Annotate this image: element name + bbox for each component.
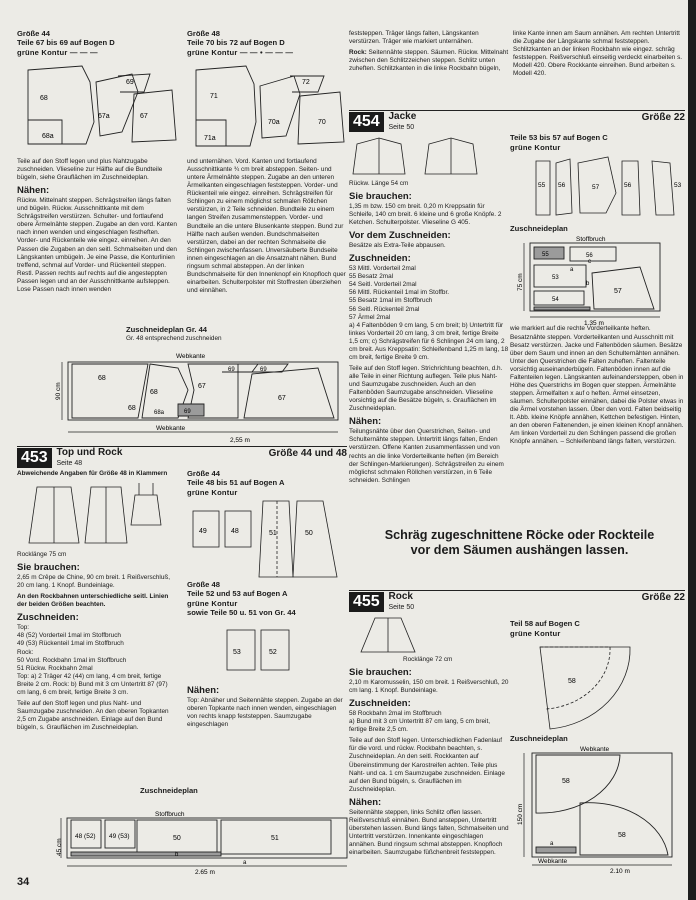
strip-label: a bbox=[550, 841, 554, 848]
zuschneiden-line: 53 Mittl. Vorderteil 2mal bbox=[349, 265, 416, 273]
piece-label: 54 bbox=[552, 297, 559, 304]
dim-width: 2,10 m bbox=[610, 868, 630, 874]
piece-label: 68 bbox=[128, 405, 136, 412]
dim-width: 1,35 m bbox=[584, 320, 604, 326]
naehen-text: Seitennähte steppen, links Schlitz offen lassen. Reißverschluß einnähen. Bund ansteppen, Untertritt überstehen lassen. Bund längs falten, Schmalseiten und Untertritt verstürzen. Innenkante eingeschlagen annähen. Bund ringsum schmal absteppen. Knopfloch einarbeiten. Saumzugabe füßchenbreit feststeppen. bbox=[349, 808, 509, 857]
intro-text: Teile auf den Stoff legen. Strichrichtung beachten, d.h. alle Teile in einer Richtung auflegen. Teile plus Naht- und Saumzugabe zuschneiden. Auch an den Faltenböden Saumzugabe anschneiden. Vlieseline vorsichtig auf die Besätze bügeln, s. Grauflächen im Zuschneideplan. bbox=[349, 364, 503, 413]
top-left-instructions bbox=[17, 158, 177, 297]
zsp-title: Zuschneideplan bbox=[510, 733, 568, 743]
naehen-heading: Nähen: bbox=[187, 684, 220, 696]
selvage-label: Webkante bbox=[538, 858, 568, 866]
model-453-header bbox=[17, 446, 347, 469]
piece-label: 69 bbox=[228, 367, 235, 373]
zsp-title: Zuschneideplan Gr. 44 bbox=[126, 325, 208, 334]
zuschneiden-line: 56 Mittl. Rückenteil 1mal im Stoffbr. bbox=[349, 289, 450, 297]
model-number: 455 bbox=[349, 592, 384, 612]
length: Rocklänge 75 cm bbox=[17, 551, 67, 559]
skirt-sketch bbox=[349, 614, 499, 656]
note: Abweichende Angaben für Größe 48 in Klammern bbox=[17, 470, 168, 477]
dim-width: 2,65 m bbox=[195, 869, 215, 874]
piece-label: 68a bbox=[154, 410, 165, 416]
zuschneiden-line: 49 (53) Rückenteil 1mal im Stoffbruch bbox=[17, 640, 124, 648]
kontur-label: grüne Kontur bbox=[510, 628, 561, 638]
piece-label: 71 bbox=[210, 93, 218, 100]
zuschneiden-line: a) 4 Faltenböden 9 cm lang, 5 cm breit; b) Untertritt für linkes Vorderteil 20 cm lang, 3 cm breit, fertige Breite 1,5 cm; c) Schrägstreifen für 6 Schlingen 24 cm lang, 2 cm breit. Aus Kreppsatin: Schleifenband 1,25 m lang, 18 cm breit, fertige Breite 9 cm. bbox=[349, 321, 509, 361]
piece-label: 69 bbox=[184, 409, 191, 415]
rock-cont-text: linke Kante innen am Saum annähen. Am rechten Untertritt die Zugabe der Längskante schmal feststeppen. Schlitzkanten an der linken Rockbahn wie eingez. schräg feststeppen. Reißverschluß einseitig verdeckt einarbeiten s. Modell 420. Obere Rockkante einreihen. Bund arbeiten s. Modell 420. bbox=[513, 30, 683, 78]
model-sizes: Größe 44 und 48 bbox=[268, 448, 347, 459]
top-left-instructions-cont bbox=[187, 158, 347, 298]
pattern-pieces-48-diagram bbox=[190, 62, 350, 152]
pattern-piece-455 bbox=[510, 639, 686, 735]
size-label: Größe 44 bbox=[17, 29, 50, 38]
kontur-label: grüne Kontur — — — bbox=[17, 47, 98, 57]
banner-line: vor dem Säumen aushängen lassen. bbox=[410, 543, 629, 558]
dim-height: 75 cm bbox=[517, 273, 524, 292]
zuschneiden-line: Rock: bbox=[17, 648, 34, 656]
piece-label: 53 bbox=[233, 648, 241, 656]
piece-label: 53 bbox=[552, 275, 559, 282]
zsp453-heading bbox=[140, 787, 260, 796]
piece-label: 56 bbox=[558, 181, 566, 189]
model-size: Größe 22 bbox=[641, 592, 685, 603]
intro-text: Teile auf den Stoff legen. Unterschiedlichen Fadenlauf für die vord. und rückw. Rockbahn beachten, s. Zuschneideplan. An den seitl. Rockkanten auf Übereinstimmung der Karostreifen achten. Teile plus Naht- und ca. 1 cm Saumzugabe zuschneiden. Einlage auf den Bund bügeln, s. Grauflächen im Zuschneideplan. bbox=[349, 737, 505, 793]
model-454-right bbox=[510, 134, 686, 449]
piece-label: 68 bbox=[98, 375, 106, 382]
piece-label: 56 bbox=[624, 181, 632, 189]
piece-label: 69 bbox=[260, 367, 267, 373]
jacket-sketch bbox=[349, 134, 499, 180]
kontur-label: grüne Kontur — — • — — — bbox=[187, 47, 294, 57]
page-edge bbox=[688, 0, 696, 900]
piece-label: 57 bbox=[614, 288, 622, 296]
rock-text: Rock: Seitennähte steppen. Säumen. Rückw. Mittelnaht zwischen den Schlitzzeichen steppen. Schlitz unten zuheften. Schlitzkanten in die linke Rockbahn bügeln, bbox=[349, 49, 509, 73]
zuschneiden-line: 51 Rückw. Rockbahn 2mal bbox=[17, 664, 93, 672]
piece-label: 69 bbox=[126, 79, 134, 86]
model-number: 453 bbox=[17, 448, 52, 468]
page-number: 34 bbox=[17, 876, 30, 888]
size-label: Größe 44 bbox=[187, 469, 220, 478]
strip-label: a bbox=[243, 860, 247, 866]
parts-label: Teile 53 bis 57 auf Bogen C bbox=[510, 133, 608, 142]
strip-label: a bbox=[570, 267, 574, 274]
piece-label: 68 bbox=[150, 389, 158, 396]
dim-width: 2,55 m bbox=[230, 437, 250, 444]
cutting-plan-453 bbox=[55, 808, 355, 874]
piece-label: 51 bbox=[269, 530, 277, 538]
strip-label: b bbox=[586, 281, 590, 288]
piece-label: 53 bbox=[674, 181, 682, 189]
piece-label: 58 bbox=[618, 832, 626, 840]
model-454-header bbox=[349, 110, 685, 133]
size-label: Größe 48 bbox=[187, 29, 220, 38]
right-top-text bbox=[513, 30, 685, 81]
piece-label: 50 bbox=[305, 530, 313, 538]
model-title: Rock Seite 50 bbox=[388, 591, 415, 611]
middle-top-text bbox=[349, 30, 509, 76]
strip-label: c bbox=[588, 259, 591, 266]
piece-label: 55 bbox=[542, 252, 549, 259]
piece-label: 57 bbox=[592, 183, 600, 191]
piece-label: 49 (53) bbox=[109, 833, 130, 840]
piece-label: 50 bbox=[173, 835, 181, 842]
brauchen-text: 1,35 m bzw. 150 cm breit. 0,20 m Kreppsatin für Schleife, 140 cm breit. 6 kleine und 6 große Knöpfe. 2 Ketchen. Schulterpolster. Vlieseline G 405. bbox=[349, 203, 502, 227]
dim-height: 150 cm bbox=[517, 804, 524, 826]
rock-note: An den Rockbahnen unterschiedliche seitl. Linien der beiden Größen beachten. bbox=[17, 593, 169, 609]
brauchen-heading: Sie brauchen: bbox=[17, 562, 80, 574]
zuschneiden-line: 55 Besatz 1mal im Stoffbruch bbox=[349, 297, 433, 305]
vor-text: Besätze als Extra-Teile abpausen. bbox=[349, 242, 446, 250]
zuschneiden-line: 57 Ärmel 2mal bbox=[349, 313, 391, 321]
piece-label: 58 bbox=[568, 677, 576, 685]
parts-label: Teile 48 bis 51 auf Bogen A bbox=[187, 477, 285, 487]
piece-label: 55 bbox=[538, 181, 546, 189]
fold-label: Stoffbruch bbox=[155, 811, 185, 818]
intro-text: Teile auf den Stoff legen und plus Naht- und Saumzugabe zuschneiden. An den oberen Topkanten 2,5 cm Zugabe anschneiden. Einlage auf den Bund bügeln, s. Grauflächen im Zuschneideplan. bbox=[17, 699, 169, 732]
length: Rückw. Länge 54 cm bbox=[349, 180, 409, 187]
intro-text: Teile auf den Stoff legen und plus Nahtzugabe zuschneiden. Vlieseline zur Hälfte auf die Bundteile bügeln, siehe Grauflächen im Zuschneideplan. bbox=[17, 158, 163, 182]
pattern-pieces-454 bbox=[510, 153, 686, 223]
pattern-pieces-44-diagram bbox=[22, 62, 182, 152]
zuschneiden-line: 48 (52) Vorderteil 1mal im Stoffbruch bbox=[17, 632, 121, 640]
cutting-plan-455 bbox=[510, 743, 686, 873]
brauchen-text: 2,10 m Karomusselin, 150 cm breit. 1 Reißverschluß, 20 cm lang. 1 Knopf. Bundeinlage. bbox=[349, 679, 509, 695]
parts-label: Teil 58 auf Bogen C bbox=[510, 619, 580, 628]
vor-heading: Vor dem Zuschneiden: bbox=[349, 230, 451, 242]
selvage-label: Webkante bbox=[580, 746, 610, 754]
kontur-label: grüne Kontur bbox=[187, 599, 238, 609]
piece-label: 49 bbox=[199, 528, 207, 536]
zuschneiden-line: 56 Seitl. Rückenteil 2mal bbox=[349, 305, 420, 313]
naehen-text-cont: und unternähen. Vord. Kanten und fortlaufend Ausschnittkante ¾ cm breit absteppen. Seiten- und untere Ärmelnähte steppen. Zugabe an den unteren Ärmelkanten eingeschlagen feststeppen. Vorder- und Rückenteil wie eingez. einreihen. Schrägstreifen für Schlingen zu einem möglichst schmalen Röllchen verstürzen, in 2 Teile schneiden. Bundteile zu einem langen Streifen zusammensteppen. Vorder- und Bundteile an die untere Blusenkante steppen. Bund zur Hälfte nach außen wenden. Bundschmalseiten verstürzen, dabei an der rechten Schmalseite die Schlingen zwischenfassen. Unversäuberte Bundseite innen eingeschlagen an die Ansatznaht nähen. Bund ringsum schmal absteppen. An der linken Bundschmalseite für den Innenknopf ein Knopfloch quer einarbeiten. Schulterpolster mit Stoffresten überziehen und einnähen. bbox=[187, 158, 346, 294]
fold-label: Stoffbruch bbox=[576, 236, 606, 244]
piece-label: 48 (52) bbox=[75, 833, 96, 840]
piece-label: 58 bbox=[562, 778, 570, 786]
zsp44-heading bbox=[126, 326, 346, 343]
brauchen-text: 2,65 m Crêpe de Chine, 90 cm breit. 1 Reißverschluß, 20 cm lang. 1 Knopf. Bundeinlage. bbox=[17, 574, 171, 590]
naehen-text: Teilungsnähte über den Querstrichen, Seiten- und Schulternähte steppen. Untertritt längs falten, Enden verstürzen. Offene Kanten zusammenfassen und von rechts an die linke Vorderteilkante heften (im Bereich der Schlingen-Markierungen). Schrägstreifen zu einem möglichst schmalen Röllchen verstürzen, in 6 Teile schneiden. Schlingen bbox=[349, 428, 504, 484]
top-and-skirt-sketch bbox=[17, 481, 167, 551]
piece-label: 70a bbox=[268, 119, 280, 126]
zuschneiden-heading: Zuschneiden: bbox=[349, 253, 411, 265]
zuschneiden-line: Top: bbox=[17, 624, 30, 632]
kontur-label: grüne Kontur bbox=[187, 487, 238, 497]
top-text: feststeppen. Träger längs falten, Längskanten verstürzen. Träger wie markiert unternähen. bbox=[349, 30, 479, 46]
zuschneiden-line: 54 Seitl. Vorderteil 2mal bbox=[349, 281, 417, 289]
zuschneiden-line: a) Bund mit 3 cm Untertritt 87 cm lang, 5 cm breit, fertige Breite 2,5 cm. bbox=[349, 718, 490, 734]
banner-line: Schräg zugeschnittene Röcke oder Rockteile bbox=[384, 528, 655, 542]
model-title: Top und Rock Seite 48 bbox=[56, 447, 123, 467]
piece-label: 56 bbox=[586, 253, 593, 260]
length: Rocklänge 72 cm bbox=[403, 656, 453, 663]
brauchen-heading: Sie brauchen: bbox=[349, 667, 412, 679]
parts-label: Teile 67 bis 69 auf Bogen D bbox=[17, 37, 115, 47]
selvage-label: Webkante bbox=[176, 353, 206, 360]
size44-header bbox=[17, 30, 175, 57]
model-455-header bbox=[349, 590, 685, 613]
dim-height: 45 cm bbox=[56, 838, 63, 856]
zuschneiden-heading: Zuschneiden: bbox=[17, 612, 79, 624]
piece-label: 72 bbox=[302, 79, 310, 86]
naehen-text: Rückw. Mittelnaht steppen. Schrägstreifen längs falten und bügeln. Rückw. Ausschnittkante mit dem Schrägstreifen verstürzen. Schulter- und fortlaufend obere Ärmelnähte steppen. Zugabe an den vord. Kanten nach innen wenden und eingeschlagen festheften. Vorder- und Rückenteile wie eingez. einreihen. An den Passen die Zugaben an den seitl. Schmalseiten und den Längskanten umbügeln. Je eine Passe, die Konturlinien treffend, schmal auf Vorder- und Rückenteil steppen. Restl. Passen rechts auf rechts auf die angesteppten Passen legen und an der Ausschnittkante aufsteppen. Lose Passen nach innen wenden bbox=[17, 197, 177, 293]
size48-header bbox=[187, 30, 345, 57]
model-453-right bbox=[187, 470, 347, 732]
zsp-title: Zuschneideplan bbox=[140, 786, 198, 795]
model-455-left bbox=[349, 614, 509, 860]
naehen-heading: Nähen: bbox=[349, 796, 382, 808]
model-455-right bbox=[510, 620, 686, 873]
size-label: Größe 48 bbox=[187, 580, 220, 590]
piece-label: 67 bbox=[278, 395, 286, 402]
piece-label: 48 bbox=[231, 528, 239, 536]
zuschneiden-line: 50 Vord. Rockbahn 1mal im Stoffbruch bbox=[17, 656, 127, 664]
zsp-title: Zuschneideplan bbox=[510, 223, 568, 233]
naehen-heading: Nähen: bbox=[17, 185, 50, 197]
model-453-left bbox=[17, 470, 177, 735]
parts-label: Teile 70 bis 72 auf Bogen D bbox=[187, 37, 285, 47]
naehen-text: Top: Abnäher und Seitennähte steppen. Zugabe an der oberen Topkante nach innen wenden, eingeschlagen von rechts knapp feststeppen. Saumzugabe eingeschlagen bbox=[187, 696, 343, 729]
dim-height: 90 cm bbox=[55, 382, 62, 400]
zuschneiden-line: Top: a) 2 Träger 42 (44) cm lang, 4 cm breit, fertige Breite 2 cm. Rock: b) Bund mit 3 cm Untertritt 87 (97) cm lang, 6 cm breit, fertige Breite 3 cm. bbox=[17, 672, 168, 696]
zsp-subtitle: Gr. 48 entsprechend zuschneiden bbox=[126, 334, 222, 342]
model-454-left bbox=[349, 134, 509, 488]
zuschneiden-heading: Zuschneiden: bbox=[349, 698, 411, 710]
pattern-pieces-453-48 bbox=[187, 618, 347, 682]
banner-hint bbox=[351, 528, 688, 559]
parts-label: Teile 52 und 53 auf Bogen A bbox=[187, 589, 288, 599]
pattern-pieces-453-44 bbox=[187, 497, 347, 581]
piece-label: 67 bbox=[140, 113, 148, 120]
piece-label: 52 bbox=[269, 648, 277, 656]
zuschneiden-line: 55 Besatz 2mal bbox=[349, 273, 394, 281]
cutting-plan-44 bbox=[38, 350, 348, 446]
naehen-heading: Nähen: bbox=[349, 416, 382, 428]
naehen-text-cont: wie markiert auf die rechte Vorderteilkante heften. Besatznähte steppen. Vorderteilkanten und Ausschnitt mit Besatz verstürzen. Jacke und Faltenböden säumen. Besätze über dem Saum und innen an den Schulternähten annähen. Unter den Querstrichen die Falten zuheften. Faltenteile vorsichtig auseinanderbügeln. Faltenböden innen auf die Faltenteilen legen. Längskanten aufeinandersteppen, oben in Höhe des Querstrichs im Bogen quer steppen. Ärmelnähte steppen. Ärmelfalten x auf o heften. Ärmel einsetzen, säumen. Schulterpolster einnähen, dabei die Polster etwas in die Ärmel vorstehen lassen. Über den vord. Falten beidseitig lt. Abb. kleine Knöpfe annähen, Kettchen befestigen. Hinten, an den oberen Faltenenden, je einen kleinen Knopf annähen. Am linken Vorderteil zu den Schlingen passend die großen Knöpfe annähen. – Schleifenband längs falten, verstürzen. bbox=[510, 325, 684, 446]
model-size: Größe 22 bbox=[641, 112, 685, 123]
piece-label: 51 bbox=[271, 835, 279, 842]
model-number: 454 bbox=[349, 112, 384, 132]
cutting-plan-454 bbox=[510, 233, 686, 325]
piece-label: 67a bbox=[98, 113, 110, 120]
strip-label: b bbox=[175, 852, 179, 858]
piece-label: 68 bbox=[40, 95, 48, 102]
zuschneiden-line: 58 Rockbahn 2mal im Stoffbruch bbox=[349, 710, 442, 718]
kontur-label: grüne Kontur bbox=[510, 142, 561, 152]
piece-label: 71a bbox=[204, 135, 216, 142]
brauchen-heading: Sie brauchen: bbox=[349, 191, 412, 203]
model-title: Jacke Seite 50 bbox=[388, 111, 417, 131]
piece-label: 70 bbox=[318, 119, 326, 126]
piece-label: 67 bbox=[198, 383, 206, 390]
selvage-label: Webkante bbox=[156, 425, 186, 432]
parts-extra: sowie Teile 50 u. 51 von Gr. 44 bbox=[187, 607, 296, 617]
piece-label: 68a bbox=[42, 133, 54, 140]
